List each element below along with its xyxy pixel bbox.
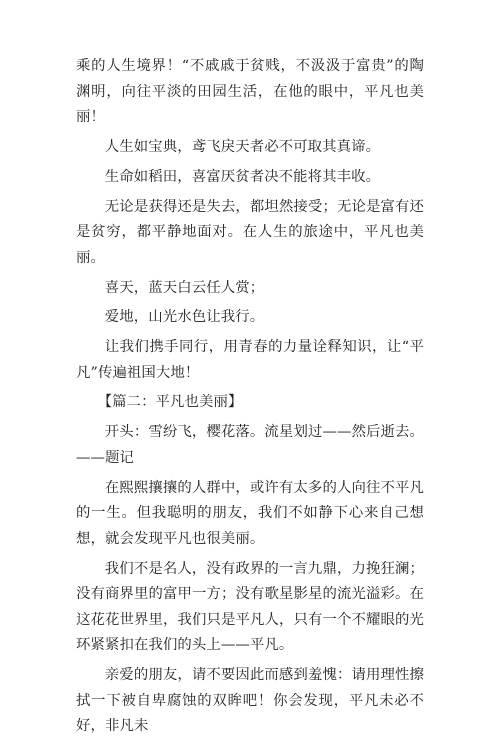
paragraph: 无论是获得还是失去，都坦然接受；无论是富有还是贫穷，都平静地面对。在人生的旅途中，平凡也美丽。 xyxy=(76,198,424,266)
paragraph: 喜天，蓝天白云任人赏； xyxy=(104,279,265,296)
paragraph: 让我们携手同行，用青春的力量诠释知识，让“平凡”传遍祖国大地！ xyxy=(76,339,424,381)
paragraph-continuation: 乘的人生境界！“不戚戚于贫贱，不汲汲于富贵”的陶渊明，向往平淡的田园生活，在他的眼中，平凡也美丽！ xyxy=(76,58,424,126)
paragraph: 人生如宝典，鸢飞戾天者必不可取其真谛。 xyxy=(104,138,381,155)
paragraph: 我们不是名人，没有政界的一言九鼎，力挽狂澜；没有商界里的富甲一方；没有歌星影星的流光溢彩。在这花花世界里，我们只是平凡人，只有一个不耀眼的光环紧紧扣在我们的头上——平凡。 xyxy=(76,560,424,654)
document-body xyxy=(76,54,424,744)
paragraph: 爱地，山光水色让我行。 xyxy=(104,309,265,326)
paragraph: 在熙熙攘攘的人群中，或许有太多的人向往不平凡的一生。但我聪明的朋友，我们不如静下心来自己想想，就会发现平凡也很美丽。 xyxy=(76,479,424,547)
paragraph: 亲爱的朋友，请不要因此而感到羞愧：请用理性擦拭一下被自卑腐蚀的双眸吧！你会发现，平凡未必不好，非凡未 xyxy=(76,667,424,735)
paragraph: 生命如稻田，喜富厌贫者决不能将其丰收。 xyxy=(104,168,381,185)
paragraph-intro: 开头：雪纷飞，樱花落。流星划过——然后逝去。——题记 xyxy=(76,424,424,466)
section-heading: 【篇二：平凡也美丽】 xyxy=(97,394,243,411)
